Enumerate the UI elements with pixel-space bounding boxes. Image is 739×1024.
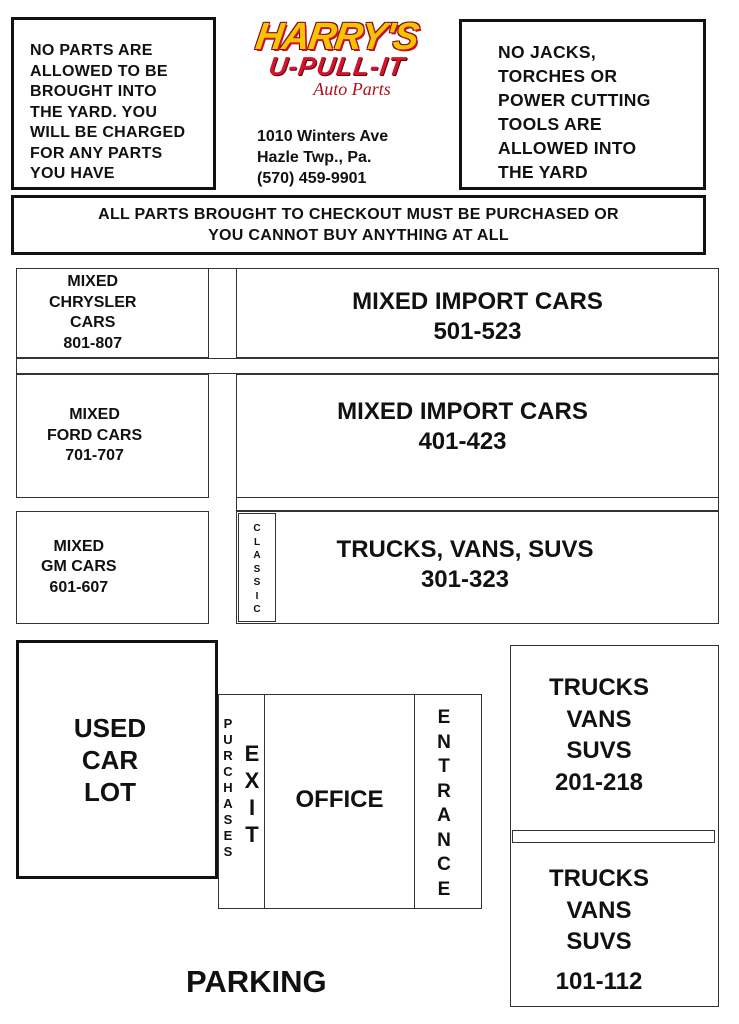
purchases-letter: R — [223, 748, 233, 763]
zone-label: MIXED — [53, 537, 105, 555]
zone-label: TRUCKS — [549, 674, 649, 701]
classic-letter: C — [253, 604, 261, 615]
purchases-letter: S — [223, 844, 233, 859]
classic-letter: C — [253, 523, 261, 534]
zone-label: MIXED — [69, 406, 120, 424]
lot-label: CAR — [81, 744, 139, 775]
exit-letter: T — [245, 822, 259, 847]
zone-classic — [238, 513, 276, 622]
zone-range: 601-607 — [49, 578, 109, 596]
logo-tagline: Auto Parts — [313, 79, 391, 99]
zone-label: CARS — [70, 314, 116, 331]
banner-line: YOU CANNOT BUY ANYTHING AT ALL — [208, 227, 509, 244]
purchases-letter: S — [223, 812, 233, 827]
notice-line: NO JACKS, — [498, 42, 596, 62]
exit-letter: I — [248, 795, 256, 820]
notice-no-tools — [459, 19, 706, 190]
zone-name: MIXED IMPORT CARS — [337, 398, 588, 425]
notice-no-tools-text — [498, 40, 703, 184]
classic-letter: A — [253, 550, 261, 561]
entrance-letter: A — [437, 805, 451, 826]
zone-mixed-import-500 — [236, 268, 719, 358]
notice-line: ALLOWED INTO — [498, 138, 637, 158]
zone-range: 201-218 — [554, 768, 644, 796]
office-divider-right — [414, 694, 415, 909]
zone-label: VANS — [566, 705, 632, 733]
entrance-letter: R — [437, 780, 451, 802]
notice-line: BROUGHT INTO — [30, 83, 157, 100]
purchases-letter: E — [223, 828, 233, 843]
exit-letter: E — [244, 741, 260, 766]
notice-line: WILL BE CHARGED — [30, 124, 186, 141]
purchases-letter: A — [223, 796, 233, 811]
zone-label: VANS — [566, 896, 632, 924]
zone-range: 301-323 — [420, 566, 510, 593]
logo-subtitle: U-PULL-IT — [266, 51, 408, 81]
zone-mixed-ford — [16, 374, 209, 498]
classic-letter: S — [253, 577, 261, 588]
zone-label: FORD CARS — [47, 426, 143, 444]
parking-area — [186, 962, 386, 1002]
classic-letter: I — [255, 590, 259, 602]
harrys-logo — [222, 8, 452, 108]
zone-name: TRUCKS, VANS, SUVS — [336, 536, 594, 563]
zone-trucks-vans-suvs-100 — [510, 860, 688, 1000]
entrance-letter: N — [437, 829, 451, 851]
zone-range: 101-112 — [555, 967, 643, 995]
notice-no-parts — [11, 17, 216, 190]
purchases-window — [220, 716, 236, 860]
zone-label: SUVS — [566, 928, 632, 955]
zone-label: SUVS — [566, 737, 632, 764]
notice-line: TOOLS ARE — [498, 114, 602, 134]
zone-label: GM CARS — [41, 558, 117, 576]
zone-range: 801-807 — [63, 334, 123, 352]
office-label: OFFICE — [295, 786, 384, 813]
zone-label: CHRYSLER — [49, 293, 137, 311]
address-phone: (570) 459-9901 — [257, 170, 367, 187]
zone-trucks-vans-suvs-200 — [510, 670, 688, 800]
parking-label: PARKING — [186, 964, 327, 999]
zone-mixed-chrysler — [16, 268, 209, 358]
logo-name: HARRY'S — [253, 16, 421, 58]
checkout-banner — [11, 195, 706, 255]
aisle — [236, 498, 719, 511]
notice-no-parts-text — [30, 41, 213, 185]
zone-range: 401-423 — [418, 428, 507, 455]
used-car-lot — [16, 640, 218, 879]
notice-line: NO PARTS ARE — [30, 42, 153, 59]
zone-trucks-300-label — [300, 534, 630, 596]
address-city: Hazle Twp., Pa. — [257, 149, 372, 166]
notice-line: YOU HAVE — [30, 165, 115, 182]
zone-range: 701-707 — [65, 447, 124, 465]
notice-line: POWER CUTTING — [498, 90, 651, 110]
exit-letter: X — [244, 768, 260, 793]
notice-line: ALLOWED TO BE — [30, 62, 168, 80]
zone-label: TRUCKS — [549, 865, 649, 892]
zone-label: MIXED — [67, 273, 119, 290]
zone-name: MIXED IMPORT CARS — [352, 288, 603, 315]
zone-mixed-import-400 — [236, 374, 719, 498]
entrance-letter: T — [438, 756, 450, 777]
address-block — [257, 126, 447, 189]
zone-mixed-gm — [16, 511, 209, 624]
classic-letter: S — [253, 563, 261, 575]
row-divider — [209, 268, 237, 358]
purchases-letter: U — [223, 732, 233, 747]
aisle — [16, 358, 719, 374]
office — [265, 780, 414, 820]
address-street: 1010 Winters Ave — [257, 128, 389, 145]
notice-line: THE YARD. YOU — [30, 103, 158, 121]
zone-range: 501-523 — [433, 318, 522, 345]
lot-label: LOT — [84, 776, 136, 807]
notice-line: FOR ANY PARTS — [30, 144, 163, 162]
classic-letter: L — [253, 536, 261, 548]
lot-label: USED — [73, 712, 147, 743]
entrance-letter: E — [437, 707, 451, 728]
purchases-letter: H — [223, 780, 233, 795]
entrance-letter: E — [437, 878, 451, 900]
purchases-letter: C — [223, 764, 233, 779]
exit-door — [241, 740, 263, 848]
entrance-letter: C — [437, 854, 451, 875]
entrance-door — [432, 706, 456, 902]
entrance-letter: N — [437, 731, 451, 753]
aisle — [512, 830, 715, 843]
notice-line: TORCHES OR — [498, 66, 618, 86]
purchases-letter: P — [223, 716, 233, 731]
banner-line: ALL PARTS BROUGHT TO CHECKOUT MUST BE PURCHASED OR — [98, 206, 619, 223]
notice-line: THE YARD — [498, 162, 588, 182]
